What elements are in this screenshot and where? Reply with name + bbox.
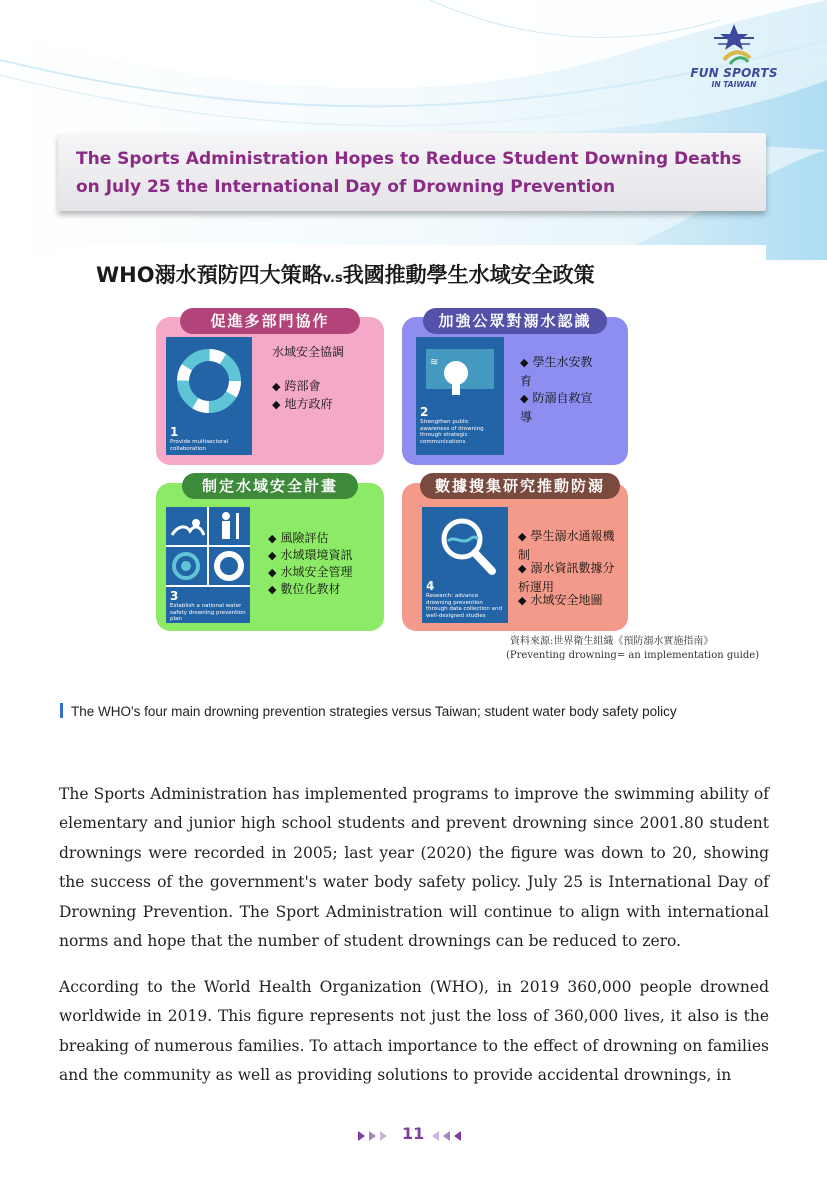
strategy-panel-1-bullet-1: ◆ 跨部會	[272, 379, 321, 393]
infographic	[58, 245, 766, 663]
strategy-panel-3-bullet-2: ◆ 水域環境資訊	[268, 548, 353, 562]
page-number: 11	[402, 1124, 425, 1143]
svg-text:≋: ≋	[430, 357, 439, 368]
infographic-source-line-2: (Preventing drowning= an implementation guide)	[506, 650, 760, 661]
infographic-title-rest: 我國推動學生水域安全政策	[342, 263, 595, 287]
infographic-title-vs: v.s	[322, 271, 343, 286]
strategy-panel-2-heading: 加強公眾對溺水認識	[423, 308, 607, 334]
strategy-tile-3	[166, 507, 250, 623]
body-paragraph-2: According to the World Health Organization (WHO), in 2019 360,000 people drowned worldwide in 2019. This figure represents not just the loss of 360,000 lives, it also is the breaking of numerous families. To attach importance to the effect of drowning on families and the community as well as providing solutions to provide accidental drownings, in	[59, 978, 769, 1085]
strategy-tile-2-caption: Strengthen public awareness of drowning through strategic communications	[420, 419, 484, 445]
strategy-panel-1-heading: 促進多部門協作	[180, 308, 360, 334]
logo-text-main: FUN SPORTS	[690, 66, 778, 80]
caption-accent-bar	[60, 703, 63, 718]
strategy-panel-3-bullet-1: ◆ 風險評估	[268, 531, 329, 545]
strategy-panel-1-bullet-2: ◆ 地方政府	[272, 397, 333, 411]
article-title-line-1: The Sports Administration Hopes to Reduce Student Downing Deaths	[76, 149, 742, 169]
article-title-box	[58, 133, 766, 211]
strategy-panel-1-subheading: 水域安全協調	[272, 345, 345, 359]
page-footer	[352, 1124, 472, 1148]
strategy-panel-3-heading: 制定水域安全計畫	[182, 473, 358, 499]
strategy-panel-4-bullet-1: ◆ 學生溺水通報機制	[518, 529, 615, 562]
strategy-tile-1	[166, 337, 252, 455]
strategy-panel-2-bullet-2: ◆ 防溺自救宣導	[520, 391, 593, 424]
article-title-line-2: on July 25 the International Day of Drowning Prevention	[76, 177, 616, 197]
strategy-panel-4-bullet-2: ◆ 溺水資訊數據分析運用	[518, 561, 615, 594]
arrows-right-icon	[358, 1126, 398, 1146]
strategy-panel-3-bullet-4: ◆ 數位化教材	[268, 582, 341, 596]
article-title	[76, 145, 756, 201]
figure-caption-text: The WHO's four main drowning prevention strategies versus Taiwan; student water body safety policy	[71, 704, 677, 719]
strategy-tile-3-caption: Establish a national water safety drowning prevention plan	[170, 603, 246, 622]
strategy-tile-4-caption: Research: advance drowning prevention through data collection and well-designed studies	[426, 593, 502, 619]
fun-sports-logo	[684, 22, 784, 92]
strategy-panel-4-heading: 數據搜集研究推動防溺	[420, 473, 620, 499]
body-paragraph-1: The Sports Administration has implemented programs to improve the swimming ability of elementary and junior high school students and prevent drowning since 2001.80 student drownings were recorded in 2005; last year (2020) the figure was down to 20, showing the success of the government's water body safety policy. July 25 is International Day of Drowning Prevention. The Sport Administration will continue to align with international norms and hope that the number of student drownings can be reduced to zero.	[59, 785, 769, 951]
strategy-tile-4-number: 4	[426, 579, 435, 593]
strategy-tile-4	[422, 507, 508, 623]
magnifier-icon	[422, 511, 508, 581]
lifebuoy-icon	[166, 343, 252, 423]
strategy-panel-4-bullet-3: ◆ 水域安全地圖	[518, 593, 603, 607]
strategy-tile-2	[416, 337, 504, 455]
strategy-tile-2-number: 2	[420, 405, 429, 419]
strategy-tile-1-caption: Provide multisectoral collaboration	[170, 439, 229, 452]
strategy-tile-1-number: 1	[170, 425, 179, 439]
megaphone-tree-icon	[416, 343, 504, 403]
infographic-title	[96, 259, 756, 289]
logo-text-sub: IN TAIWAN	[711, 80, 757, 89]
strategy-panel-2-bullet-1: ◆ 學生水安教育	[520, 355, 593, 388]
arrows-left-icon	[432, 1126, 472, 1146]
runner-logo-icon	[684, 22, 784, 66]
infographic-source-line-1: 資料來源:世界衛生組織《預防溺水實施指南》	[510, 636, 714, 647]
strategy-tile-3-number: 3	[170, 589, 179, 603]
strategy-panel-3-bullet-3: ◆ 水域安全管理	[268, 565, 353, 579]
figure-caption	[60, 703, 780, 719]
infographic-title-main: WHO溺水預防四大策略	[96, 263, 323, 287]
